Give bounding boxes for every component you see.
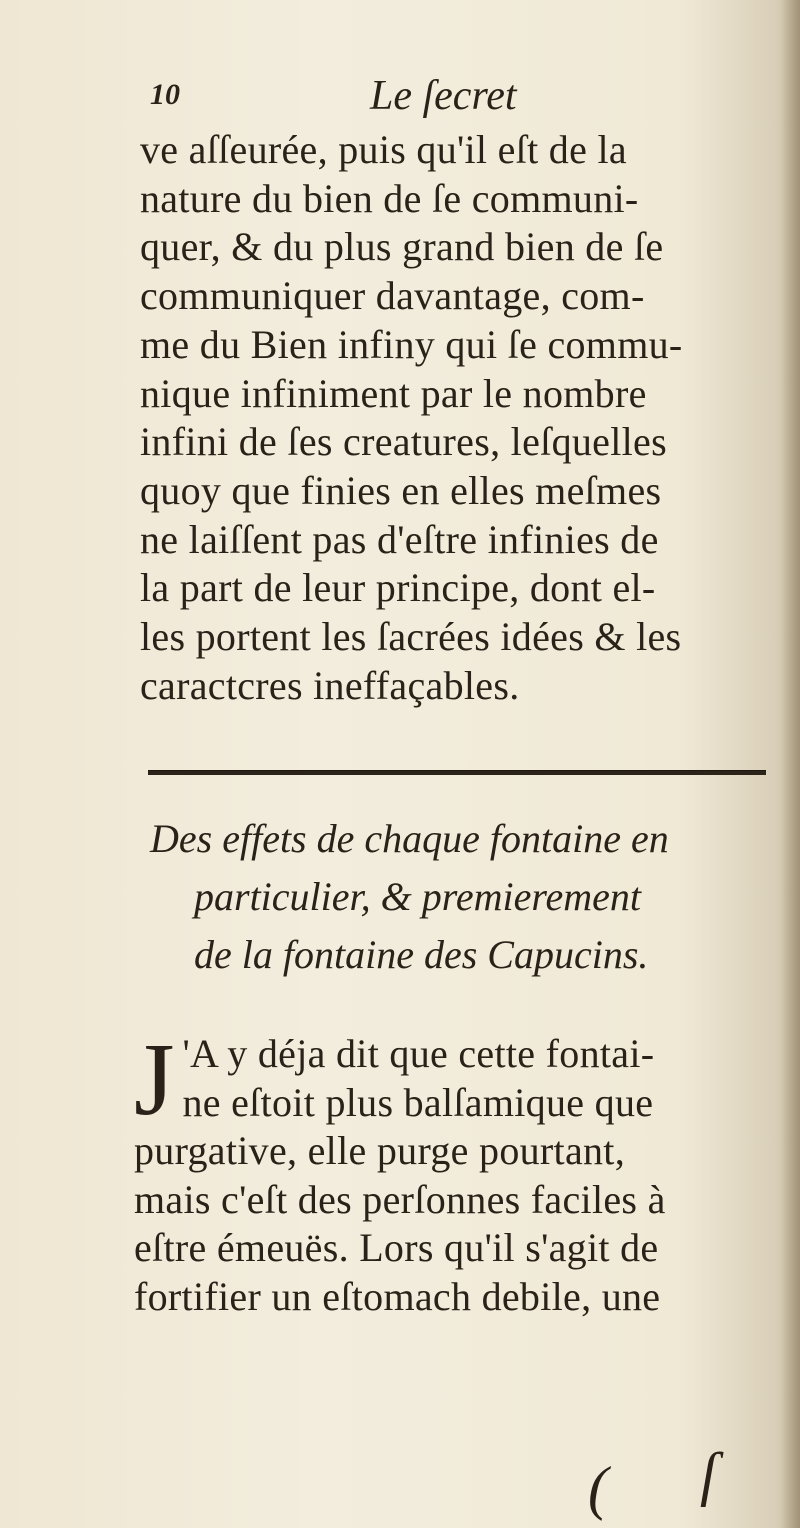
text-line: mais c'eſt des perſonnes faciles à: [134, 1176, 666, 1222]
text-line: nique infiniment par le nombre: [140, 370, 647, 416]
section-heading: [150, 810, 770, 984]
page-number: 10: [150, 78, 180, 111]
body-paragraph: [140, 126, 770, 710]
text-line: quoy que finies en elles meſmes: [140, 467, 662, 513]
text-line: 'A y déja dit que cette fontai-: [182, 1031, 655, 1076]
text-line: fortifier un eſtomach debile, une: [134, 1273, 661, 1319]
catchword-left: (: [588, 1455, 608, 1521]
text-line: eſtre émeuës. Lors qu'il s'agit de: [134, 1225, 659, 1270]
heading-line: de la fontaine des Capucins.: [194, 932, 649, 977]
heading-line: particulier, & premierement: [194, 874, 641, 919]
text-line: quer, & du plus grand bien de ſe: [140, 224, 664, 270]
text-line: ne laiſſent pas d'eſtre infinies de: [140, 516, 659, 562]
text-line: les portent les ſacrées idées & les: [140, 614, 682, 660]
text-line: caractcres ineffaçables.: [140, 662, 520, 708]
text-line: communiquer davantage, com-: [140, 273, 645, 319]
page-edge-shadow: [782, 0, 800, 1528]
section-divider-rule: [148, 770, 766, 775]
running-title: Le ſecret: [370, 73, 517, 119]
text-line: infini de ſes creatures, leſquelles: [140, 419, 667, 465]
section-paragraph: [134, 1022, 774, 1321]
catchword: [560, 1440, 780, 1520]
catchword-right: ſ: [700, 1441, 717, 1507]
text-line: ne eſtoit plus balſamique que: [182, 1079, 654, 1125]
text-line: ve aſſeurée, puis qu'il eſt de la: [140, 127, 627, 172]
text-line: la part de leur principe, dont el-: [140, 565, 656, 611]
drop-cap: J: [134, 1022, 175, 1137]
heading-line: Des effets de chaque fontaine en: [150, 816, 669, 861]
text-line: purgative, elle purge pourtant,: [134, 1128, 626, 1173]
page-header: [140, 73, 780, 128]
text-line: me du Bien infiny qui ſe commu-: [140, 321, 683, 367]
text-line: nature du bien de ſe communi-: [140, 175, 639, 221]
